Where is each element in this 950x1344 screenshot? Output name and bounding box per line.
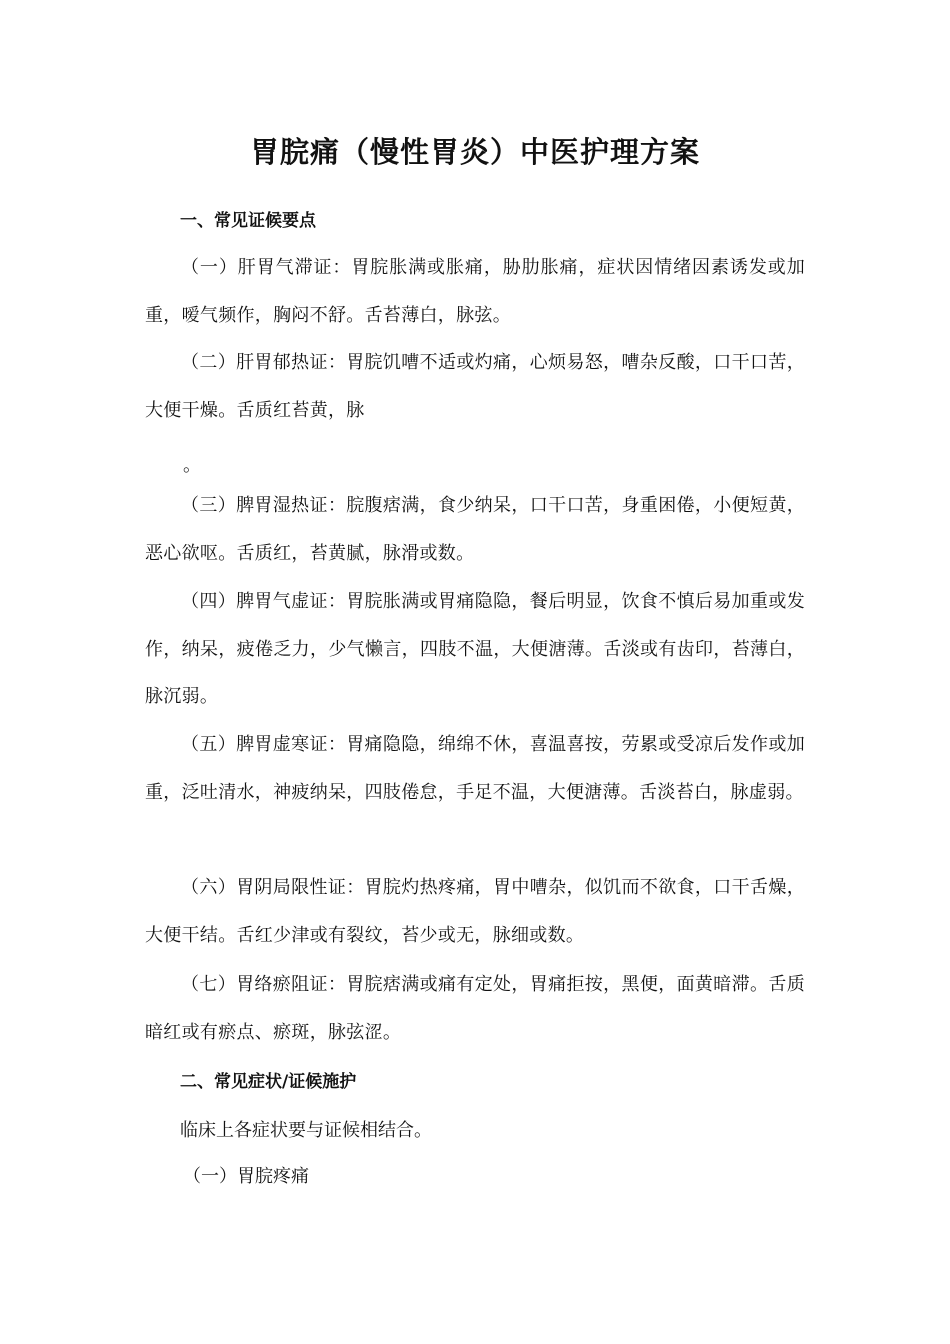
section-intro-text: 临床上各症状要与证候相结合。	[180, 1120, 432, 1141]
document-title: 胃脘痛（慢性胃炎）中医护理方案	[249, 135, 700, 169]
syndrome-paragraph-spleen-stomach-cold-deficiency: （五）脾胃虚寒证：胃痛隐隐，绵绵不休，喜温喜按，劳累或受凉后发作或加重，泛吐清水，神疲纳呆，四肢倦怠，手足不温，大便溏薄。舌淡苔白，脉虚弱。	[145, 734, 805, 803]
syndrome-paragraph-stomach-collateral-stasis: （七）胃络瘀阻证：胃脘痞满或痛有定处，胃痛拒按，黑便，面黄暗滞。舌质暗红或有瘀点、瘀斑，脉弦涩。	[145, 974, 805, 1043]
syndrome-paragraph-spleen-stomach-qi-deficiency: （四）脾胃气虚证：胃脘胀满或胃痛隐隐，餐后明显，饮食不慎后易加重或发作，纳呆，疲倦乏力，少气懒言，四肢不温，大便溏薄。舌淡或有齿印，苔薄白，脉沉弱。	[145, 591, 805, 707]
syndrome-paragraph-spleen-stomach-damp-heat: （三）脾胃湿热证：脘腹痞满，食少纳呆，口干口苦，身重困倦，小便短黄，恶心欲呕。舌质红，苔黄腻，脉滑或数。	[145, 495, 805, 564]
subsection-heading-epigastric-pain: （一）胃脘疼痛	[183, 1166, 309, 1187]
syndrome-paragraph-stomach-yin: （六）胃阴局限性证：胃脘灼热疼痛，胃中嘈杂，似饥而不欲食，口干舌燥，大便干结。舌红少津或有裂纹，苔少或无，脉细或数。	[145, 877, 805, 946]
stray-punctuation: 。	[183, 455, 201, 476]
syndrome-paragraph-liver-stomach-heat: （二）肝胃郁热证：胃脘饥嘈不适或灼痛，心烦易怒，嘈杂反酸，口干口苦，大便干燥。舌质红苔黄，脉	[145, 352, 805, 421]
section-heading-nursing-measures: 二、常见症状/证候施护	[180, 1072, 357, 1092]
syndrome-paragraph-liver-stomach-qi-stagnation: （一）肝胃气滞证：胃脘胀满或胀痛，胁肋胀痛，症状因情绪因素诱发或加重，嗳气频作，胸闷不舒。舌苔薄白，脉弦。	[145, 257, 805, 326]
section-heading-symptom-points: 一、常见证候要点	[180, 211, 316, 231]
